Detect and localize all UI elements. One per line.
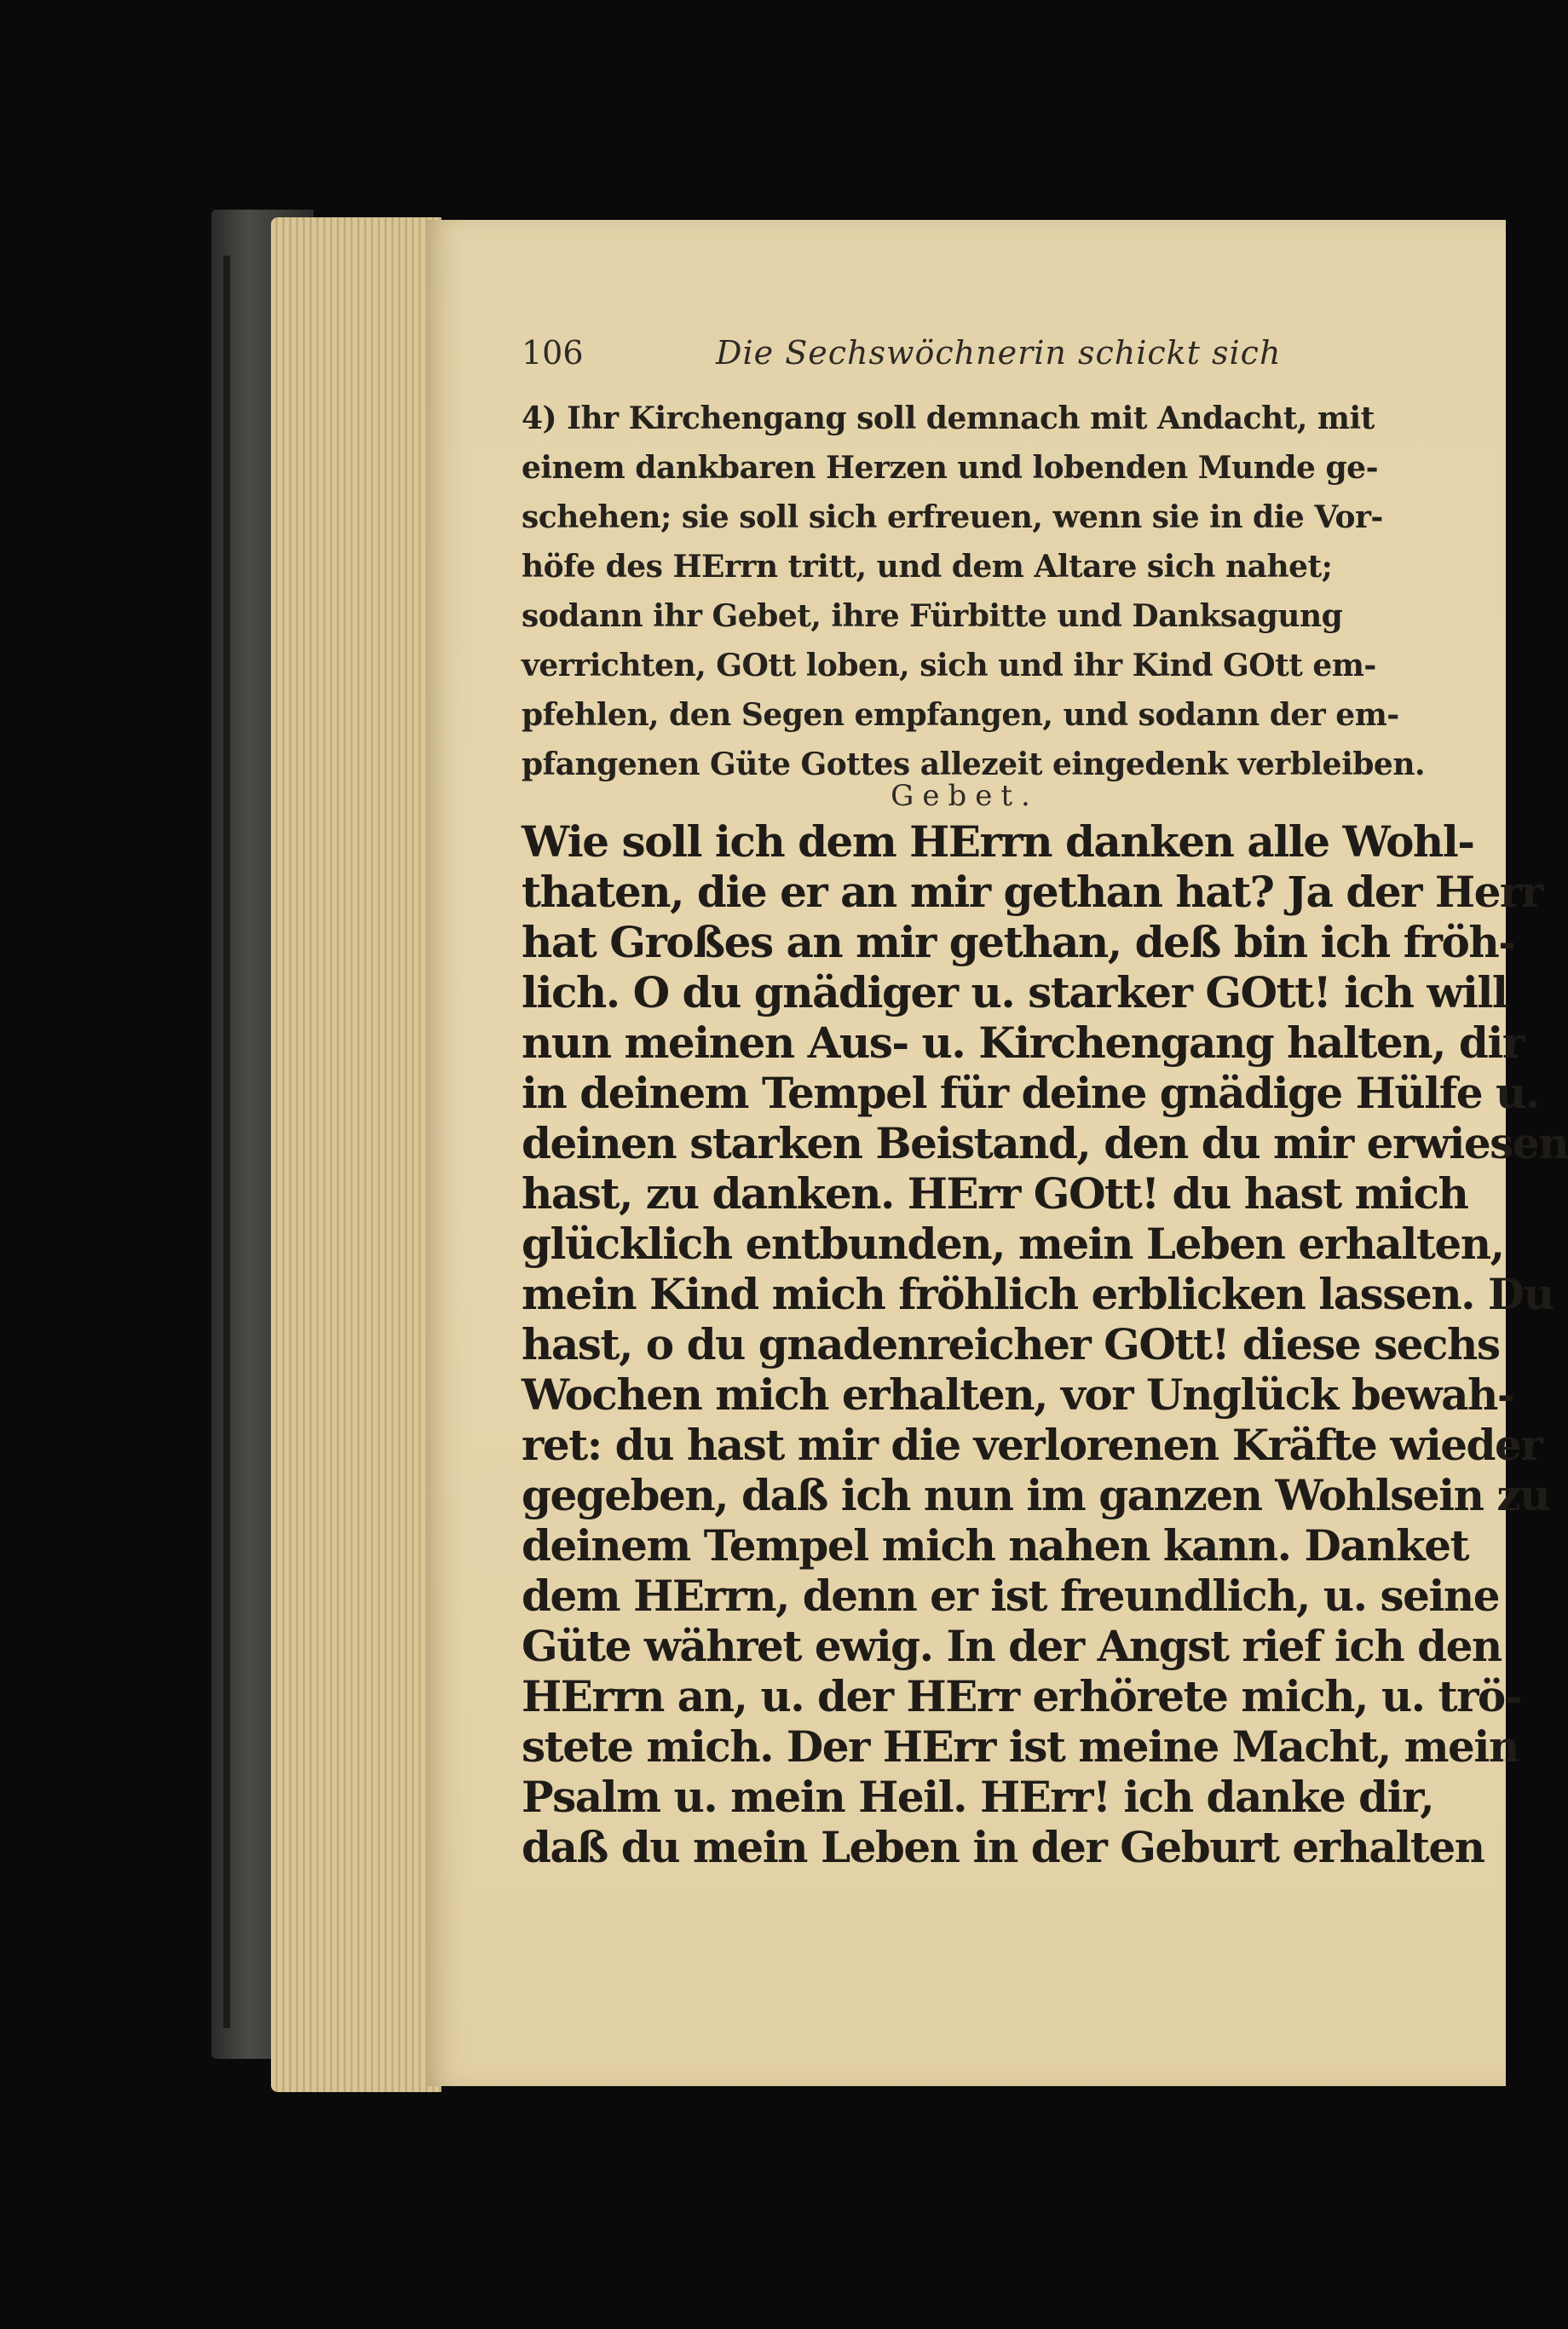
prayer-line: stete mich. Der HErr ist meine Macht, mein [522,1721,1519,1772]
prayer-text [522,816,1568,1872]
prayer-line: mein Kind mich fröhlich erblicken lassen. Du [522,1269,1554,1319]
intro-paragraph [522,394,1426,789]
running-title: Die Sechswöchnerin schickt sich [716,334,1282,372]
prayer-line: Wie soll ich dem HErrn danken alle Wohl- [522,816,1474,867]
prayer-heading: Gebet. [891,779,1039,813]
text-line: verrichten, GOtt loben, sich und ihr Kind GOtt em- [522,648,1376,683]
text-line: pfehlen, den Segen empfangen, und sodann der em- [522,697,1399,733]
prayer-line: glücklich entbunden, mein Leben erhalten, [522,1219,1504,1269]
prayer-line: Psalm u. mein Heil. HErr! ich danke dir, [522,1772,1434,1822]
prayer-line: gegeben, daß ich nun im ganzen Wohlsein zu [522,1470,1550,1520]
prayer-line: Güte währet ewig. In der Angst rief ich den [522,1621,1502,1671]
text-line: einem dankbaren Herzen und lobenden Munde ge- [522,450,1379,486]
page-number: 106 [522,334,584,372]
prayer-line: hast, zu danken. HErr GOtt! du hast mich [522,1168,1468,1219]
prayer-line: daß du mein Leben in der Geburt erhalten [522,1822,1484,1872]
prayer-line: lich. O du gnädiger u. starker GOtt! ich will [522,967,1507,1017]
text-line: sodann ihr Gebet, ihre Fürbitte und Danksagung [522,598,1343,634]
prayer-line: HErrn an, u. der HErr erhörete mich, u. trö- [522,1671,1522,1721]
text-line: pfangenen Güte Gottes allezeit eingedenk verbleiben. [522,747,1426,782]
prayer-line: hast, o du gnadenreicher GOtt! diese sechs [522,1319,1500,1369]
prayer-line: in deinem Tempel für deine gnädige Hülfe u. [522,1068,1539,1118]
prayer-line: hat Großes an mir gethan, deß bin ich fröh- [522,917,1515,967]
text-line: 4) Ihr Kirchengang soll demnach mit Andacht, mit [522,401,1375,436]
prayer-line: nun meinen Aus- u. Kirchengang halten, dir [522,1017,1524,1068]
prayer-line: deinen starken Beistand, den du mir erwiesen [522,1118,1568,1168]
page-edges [271,217,441,2092]
text-line: höfe des HErrn tritt, und dem Altare sich nahet; [522,549,1333,585]
text-line: schehen; sie soll sich erfreuen, wenn sie in die Vor- [522,499,1383,535]
prayer-line: thaten, die er an mir gethan hat? Ja der Herr [522,867,1542,917]
prayer-line: deinem Tempel mich nahen kann. Danket [522,1520,1469,1571]
page-header [522,327,1374,378]
prayer-line: dem HErrn, denn er ist freundlich, u. seine [522,1571,1500,1621]
prayer-line: Wochen mich erhalten, vor Unglück bewah- [522,1369,1514,1420]
cover-spine-edge [223,256,230,2028]
prayer-line: ret: du hast mir die verlorenen Kräfte wieder [522,1420,1542,1470]
